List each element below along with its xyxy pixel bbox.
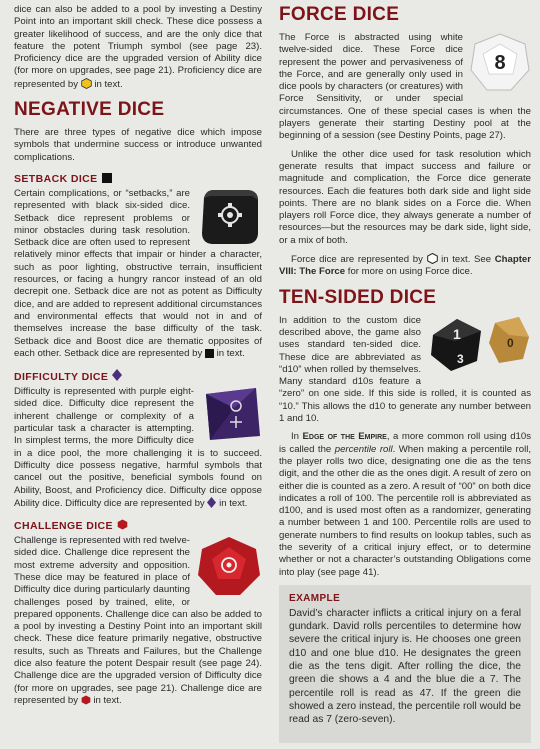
challenge-tail: in text. bbox=[93, 694, 122, 706]
example-text: David’s character inflicts a critical injury on a feral gundark. David rolls percentiles to determine how severe the critical injury is. He chooses one green d10 and one blue d10. He designates the green die as the tens digit. After rolling the dice, the green die shows a 4 and the blue die a 7. The percentile roll is read as 47. If the green die showed a zero instead, the percentile roll would be read as 7 (zero-seven). bbox=[289, 607, 521, 726]
example-heading: EXAMPLE bbox=[289, 592, 341, 604]
force-text3-a: Force dice are represented by bbox=[291, 254, 423, 266]
percentile-term: percentile roll bbox=[334, 443, 393, 455]
proficiency-tail: in text. bbox=[94, 78, 123, 90]
ten-sided-heading: TEN-SIDED DICE bbox=[279, 286, 437, 308]
challenge-die-icon bbox=[196, 535, 262, 597]
difficulty-inline-icon bbox=[207, 497, 216, 508]
right-column bbox=[279, 4, 531, 743]
setback-tail: in text. bbox=[216, 347, 245, 359]
challenge-text: Challenge is represented with red twelve-sided dice. Challenge dice represent the most extreme adversity and opposition. These dice may be featured in place of Difficulty dice during particularly daunting challenges posed by trained, elite, or prepared opponents. Challenge dice can also be added to a pool by investing a Destiny Point into an important skill check. These dice feature primarily negative, obstructive results, such as Threats and Failures, but the Challenge dice also feature the potent Despair result (see page 24). Challenge dice are the upgraded version of Difficulty dice (for more on upgrades, see page 21). Challenge dice are represented by bbox=[14, 535, 262, 706]
force-paragraph-3 bbox=[279, 253, 531, 279]
force-chapter-ref: Chapter VIII: The Force bbox=[279, 254, 531, 278]
difficulty-tail: in text. bbox=[219, 497, 248, 509]
difficulty-paragraph bbox=[14, 386, 262, 510]
percentile-text-b: , a more common roll using d10s is called the bbox=[279, 431, 531, 455]
difficulty-diamond-icon bbox=[112, 369, 122, 381]
force-paragraph bbox=[279, 32, 531, 143]
ten-sided-dice-icon bbox=[427, 315, 531, 375]
setback-inline-icon bbox=[205, 349, 214, 358]
challenge-paragraph bbox=[14, 535, 262, 707]
force-text: The Force is abstracted using white twelve-sided dice. These Force dice represent the power and pervasiveness of the Force, and are generally only used in dice pools by characters (or creatures) with Force Sensitivity, or under special circumstances. One of these special cases is when the players generate their starting Destiny pool at the beginning of a session (see Destiny Points, page 27). bbox=[279, 32, 531, 142]
challenge-heading-label: CHALLENGE DICE bbox=[14, 520, 113, 533]
setback-die-icon bbox=[196, 188, 262, 246]
proficiency-paragraph bbox=[14, 4, 262, 91]
percentile-text-c: . When making a percentile roll, the player rolls two dice, designating one die as the tens digit, and the other die as the ones digit. A result of zero on either die is counted as a zero. A result of “00” on both dice indicates a roll of 100. The percentile roll is abbreviated as d100, and is used most often as a randomizer, generating a number between 1 and 100. Percentile rolls are used to generate numbers to find results on lookup tables, such as the severity of a critical injury effect, or to determine whether or not a character’s outstanding Obligations come into play (see page 41). bbox=[279, 443, 531, 578]
force-die-face: 8 bbox=[494, 52, 506, 74]
force-paragraph-2: Unlike the other dice used for task resolution which generate results that impact success and failure or magnitude and complication, the Force dice generate resources. Each die features both dark side and light side points. There are no blank sides on a Force die. When players roll Force dice, they always generate a number of resources—but the resources may be dark side, light side, or a mix of both. bbox=[279, 148, 531, 246]
force-dice-heading: FORCE DICE bbox=[279, 4, 400, 25]
challenge-hexagon-icon bbox=[117, 519, 128, 530]
black-d10-bottom-face: 3 bbox=[457, 351, 464, 366]
challenge-heading bbox=[14, 519, 262, 532]
negative-dice-heading: NEGATIVE DICE bbox=[14, 99, 165, 121]
force-die-icon bbox=[469, 32, 531, 94]
difficulty-die-icon bbox=[200, 386, 262, 442]
setback-square-icon bbox=[102, 173, 112, 183]
challenge-inline-icon bbox=[81, 695, 91, 705]
difficulty-heading-label: DIFFICULTY DICE bbox=[14, 371, 109, 384]
black-d10-top-face: 1 bbox=[453, 325, 461, 342]
gold-d10-face: 0 bbox=[507, 335, 514, 350]
example-box bbox=[279, 585, 531, 743]
difficulty-text: Difficulty is represented with purple eight-sided dice. Difficulty dice represent the inherent challenge or complexity of a particular task a character is attempting. In simplest terms, the more Difficulty dice in a dice pool, the more challenging it is to succeed. Difficulty dice possess negative, harmful symbols that cancel out the positive, beneficial symbols found on Ability, Boost, and Proficiency dice. Difficulty dice oppose Ability dice. Difficulty dice are represented by bbox=[14, 386, 262, 509]
percentile-paragraph bbox=[279, 431, 531, 579]
force-text3-c: for more on using Force dice. bbox=[347, 266, 473, 278]
setback-heading bbox=[14, 173, 262, 185]
force-text3-b: in text. See bbox=[441, 254, 492, 266]
ten-sided-text: In addition to the custom dice described above, the game also uses standard ten-sided dice. These dice are abbreviated as “d10” when rolled by themselves. Many standard d10s feature a “zero” on one side. If this side is rolled, it is counted as “10.” This allows the d10 to generate any number between 1 and 10. bbox=[279, 314, 531, 425]
negative-dice-text: There are three types of negative dice which impose symbols that undermine success or introduce unwanted complications. bbox=[14, 127, 262, 163]
setback-paragraph bbox=[14, 188, 262, 360]
ten-sided-paragraph bbox=[279, 315, 531, 426]
proficiency-hexagon-icon bbox=[81, 78, 92, 89]
game-title: Edge of the Empire bbox=[302, 431, 387, 443]
percentile-text-a: In bbox=[291, 431, 300, 443]
setback-heading-label: SETBACK DICE bbox=[14, 172, 98, 185]
force-hexagon-icon bbox=[427, 253, 438, 264]
proficiency-text: dice can also be added to a pool by investing a Destiny Point into an important skill check. These dice possess a greater likelihood of success, and are the only dice that feature the potent Triumph symbol (see page 23). Proficiency dice are the upgraded version of Ability dice (for more on upgrades, see page 21). Proficiency dice are represented by bbox=[14, 4, 262, 90]
left-column bbox=[14, 4, 262, 713]
difficulty-heading bbox=[14, 369, 262, 383]
setback-text: Certain complications, or “setbacks,” are represented with black six-sided dice. Setback dice represent problems or minor obstacles during task resolution. Setback dice are often used to represent relatively minor effects that impair or hinder a character, such as poor lighting, obstructive terrain, insufficient resources, or facing a hungry rancor instead of an old decrepit one. Setback dice are not as potent as Difficulty dice, and are added to represent additional circumstances and environmental effects that would not in and of themselves increase the base difficulty of the task. Setback dice and Boost dice are thematic opposites of each other. Setback dice are represented by bbox=[14, 187, 262, 359]
